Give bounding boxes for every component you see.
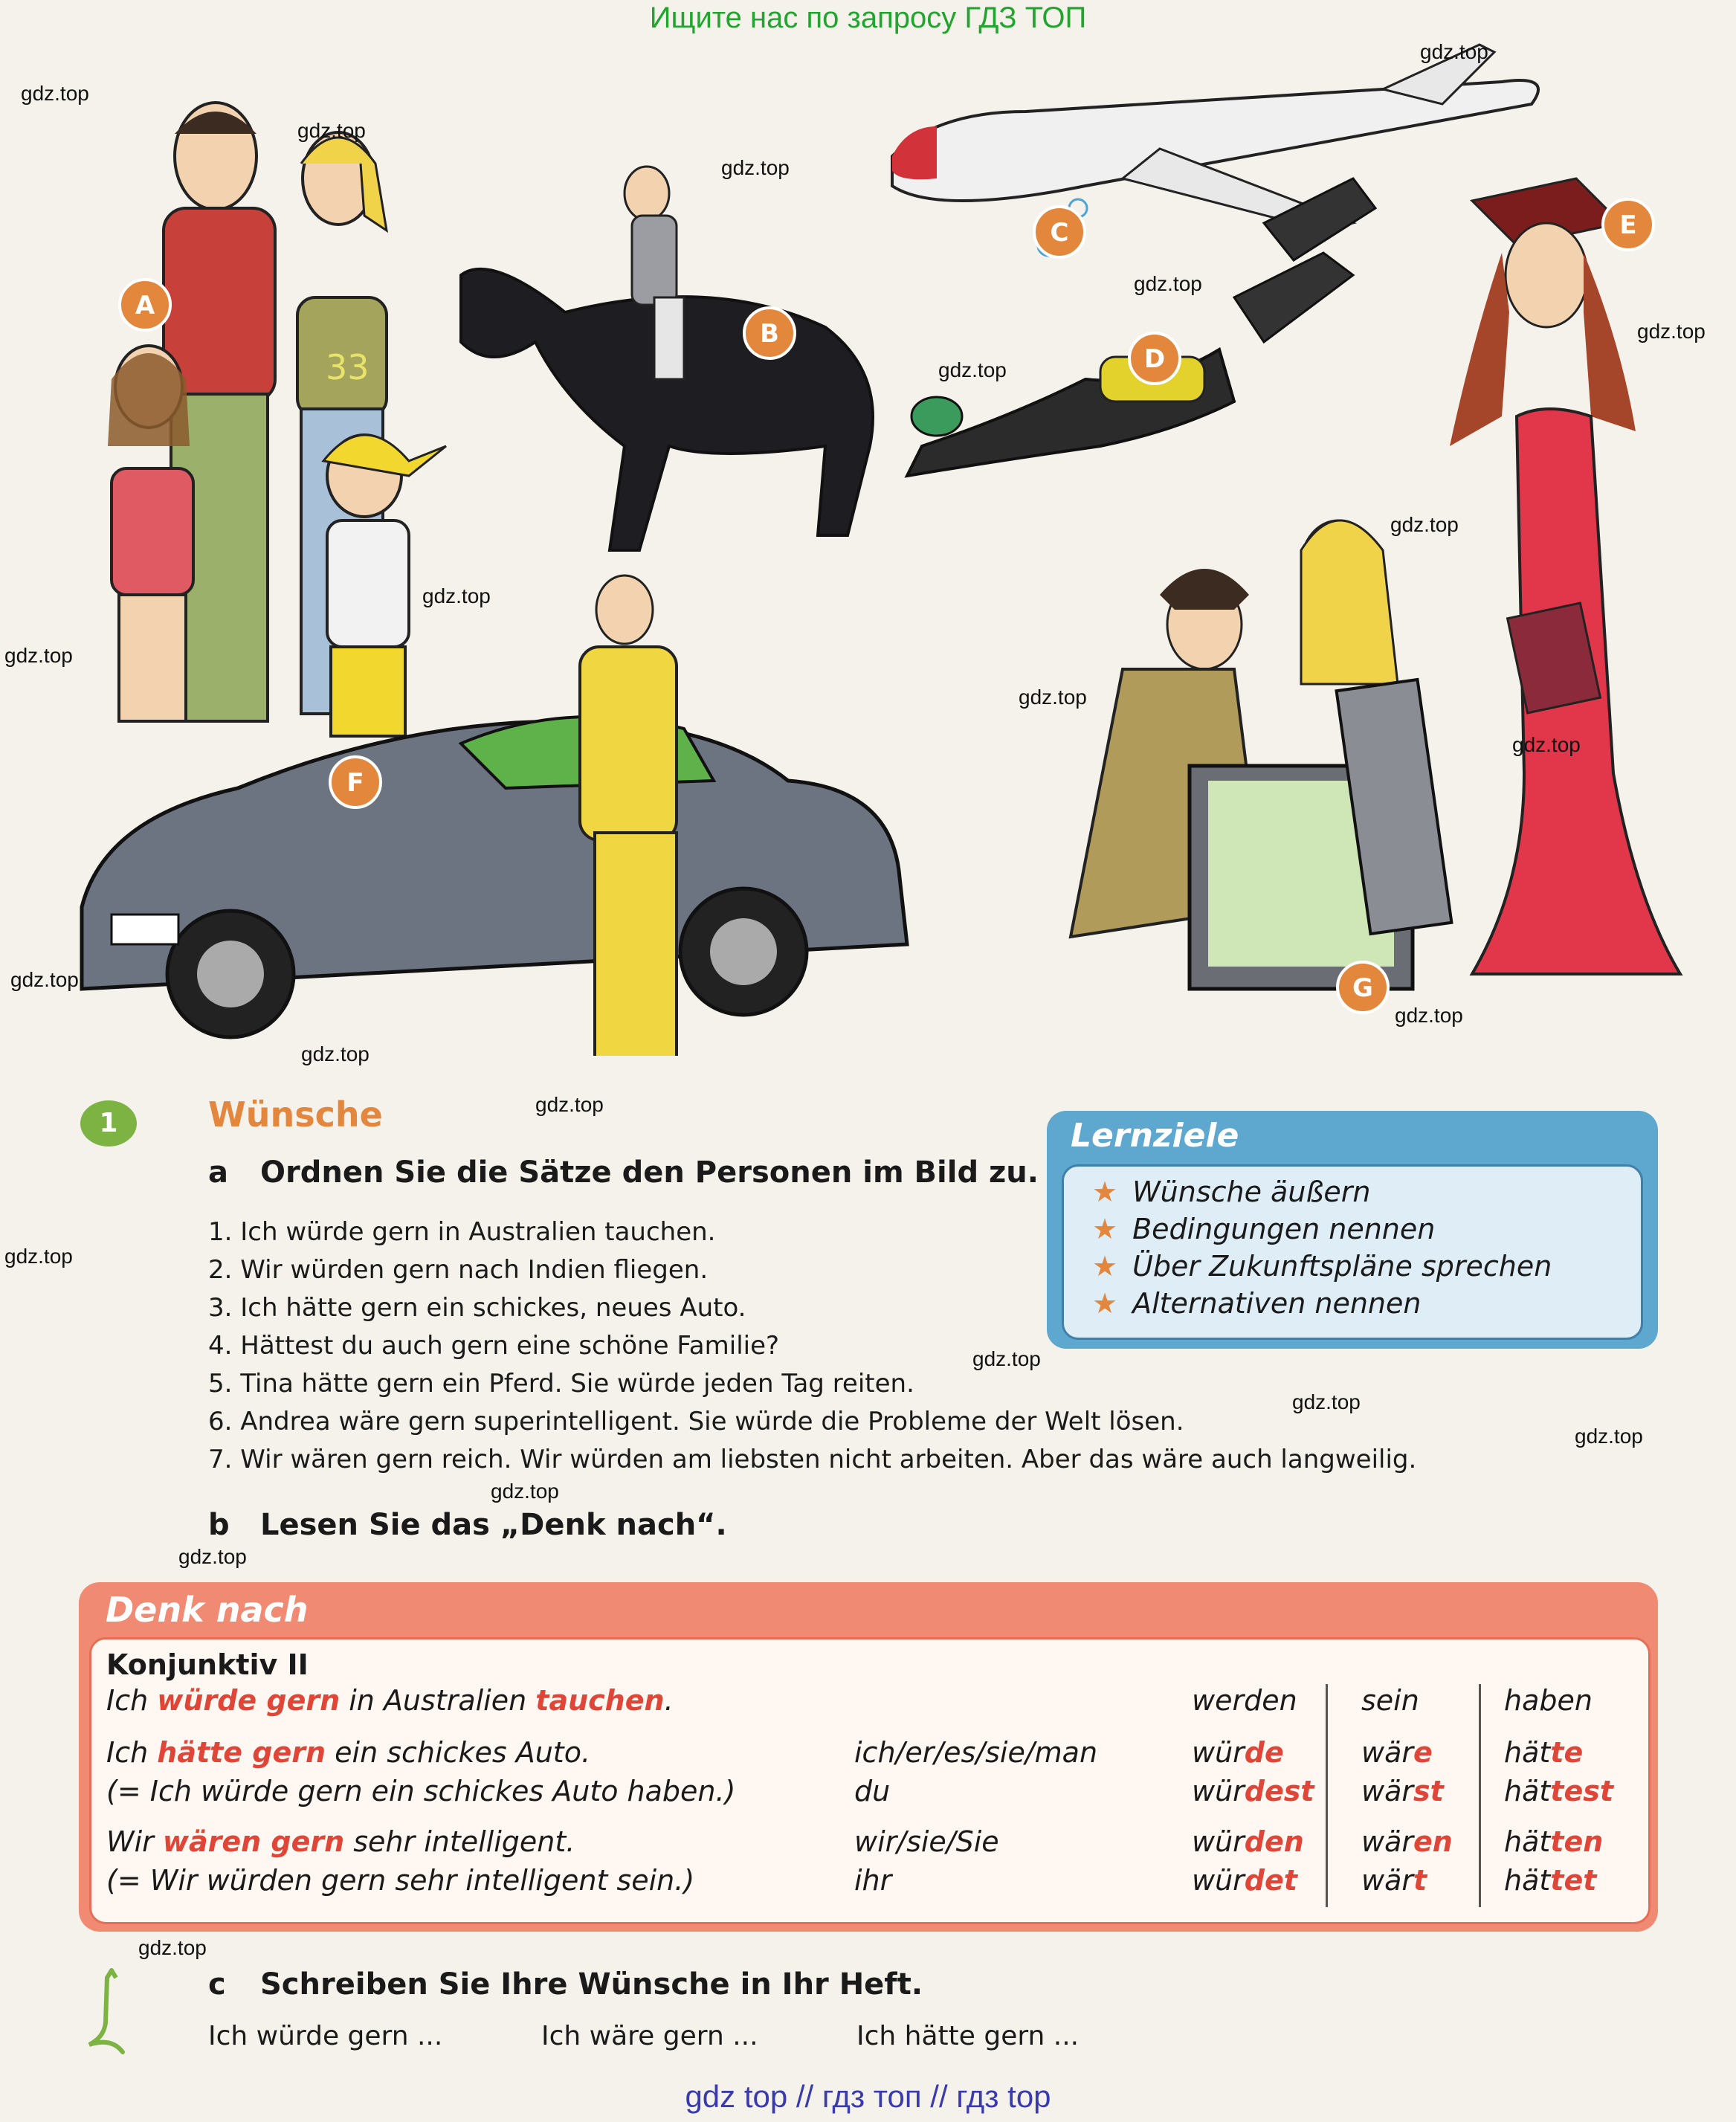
learning-goal-item: ★ Bedingungen nennen (1092, 1213, 1436, 1245)
sentence-item: 6. Andrea wäre gern superintelligent. Sie würde die Probleme der Welt lösen. (208, 1407, 1184, 1436)
verb-form: wärt (1361, 1864, 1427, 1897)
grammar-example-1: Ich würde gern in Australien tauchen. (106, 1684, 674, 1717)
badge-f: F (346, 768, 364, 798)
learning-goals-box (1047, 1111, 1658, 1349)
watermark: gdz.top (422, 584, 491, 607)
watermark: gdz.top (178, 1545, 247, 1568)
learning-goals-list (1062, 1164, 1643, 1340)
watermark: gdz.top (4, 644, 73, 667)
learning-goals-title: Lernziele (1071, 1117, 1239, 1155)
verb-form: würde (1192, 1736, 1284, 1769)
column-divider (1326, 1684, 1328, 1907)
task-b (208, 1508, 727, 1542)
star-icon: ★ (1092, 1250, 1118, 1283)
watermark: gdz.top (1390, 513, 1459, 536)
example-phrase: Ich hätte gern ... (856, 2021, 1080, 2051)
badge-e: E (1619, 210, 1637, 240)
man-yellow-suit (580, 575, 677, 1056)
grammar-box (79, 1582, 1658, 1932)
illustration (45, 30, 1710, 1056)
star-icon: ★ (1092, 1213, 1118, 1245)
section-title: Wünsche (208, 1094, 383, 1135)
sentence-item: 7. Wir wären gern reich. Wir würden am liebsten nicht arbeiten. Aber das wäre auch langweilig. (208, 1445, 1417, 1474)
grammar-example-2: Ich hätte gern ein schickes Auto. (106, 1736, 591, 1769)
airplane (892, 45, 1538, 230)
column-divider (1479, 1684, 1481, 1907)
watermark: gdz.top (10, 968, 79, 991)
star-icon: ★ (1092, 1287, 1118, 1320)
verb-form: wären (1361, 1825, 1453, 1858)
graduate-woman (1450, 178, 1680, 974)
watermark: gdz.top (1134, 272, 1202, 295)
watermark: gdz.top (297, 119, 366, 142)
person-label: wir/sie/Sie (854, 1825, 999, 1858)
watermark: gdz.top (1395, 1004, 1463, 1027)
verb-form: hättet (1504, 1864, 1597, 1897)
badge-b: B (760, 319, 779, 349)
verb-form: wäre (1361, 1736, 1433, 1769)
horse-rider (461, 167, 873, 550)
watermark: gdz.top (1019, 686, 1087, 709)
badge-a: A (135, 291, 155, 320)
verb-header-werden: werden (1192, 1684, 1297, 1717)
verb-form: hätte (1504, 1736, 1584, 1769)
shirt-number: 33 (326, 347, 370, 387)
watermark: gdz.top (1512, 733, 1581, 756)
badge-c: C (1050, 218, 1069, 248)
task-b-text: Lesen Sie das „Denk nach“. (260, 1508, 727, 1542)
task-a-letter: a (208, 1155, 228, 1190)
badge-g: G (1352, 973, 1373, 1003)
task-a-text: Ordnen Sie die Sätze den Personen im Bild zu. (260, 1155, 1039, 1190)
verb-form: wärst (1361, 1775, 1444, 1807)
example-phrase: Ich würde gern ... (208, 2021, 443, 2051)
bottom-banner: gdz top // гдз топ // гдз top (685, 2079, 1051, 2114)
verb-form: hätten (1504, 1825, 1604, 1858)
grammar-example-3: Wir wären gern sehr intelligent. (106, 1825, 575, 1858)
person-label: du (854, 1775, 891, 1807)
verb-form: hättest (1504, 1775, 1614, 1807)
task-a (208, 1155, 1039, 1190)
watermark: gdz.top (21, 82, 89, 105)
verb-form: würdet (1192, 1864, 1297, 1897)
watermark: gdz.top (4, 1245, 73, 1268)
pencil-icon (82, 1963, 134, 2067)
top-banner: Ищите нас по запросу ГДЗ ТОП (649, 1, 1087, 34)
watermark: gdz.top (1575, 1425, 1643, 1448)
grammar-box-title: Denk nach (106, 1590, 309, 1630)
sentence-item: 4. Hättest du auch gern eine schöne Familie? (208, 1331, 780, 1361)
sentence-item: 1. Ich würde gern in Australien tauchen. (208, 1217, 716, 1247)
task-c-text: Schreiben Sie Ihre Wünsche in Ihr Heft. (260, 1967, 923, 2002)
task-b-letter: b (208, 1508, 230, 1542)
example-phrase: Ich wäre gern ... (541, 2021, 758, 2051)
task-c (208, 1967, 923, 2002)
watermark: gdz.top (938, 358, 1007, 381)
sentence-item: 2. Wir würden gern nach Indien fliegen. (208, 1255, 709, 1285)
learning-goal-item: ★ Wünsche äußern (1092, 1176, 1371, 1208)
diver (907, 178, 1375, 476)
watermark: gdz.top (1420, 40, 1488, 63)
grammar-example-2-paraphrase: (= Ich würde gern ein schickes Auto haben.) (106, 1775, 736, 1807)
verb-form: würdest (1192, 1775, 1314, 1807)
watermark: gdz.top (1637, 320, 1706, 343)
grammar-heading: Konjunktiv II (106, 1648, 309, 1681)
watermark: gdz.top (301, 1042, 370, 1065)
learning-goal-item: ★ Über Zukunftspläne sprechen (1092, 1250, 1552, 1283)
watermark: gdz.top (535, 1093, 604, 1116)
exercise-number: 1 (80, 1100, 137, 1147)
person-label: ihr (854, 1864, 892, 1897)
verb-header-sein: sein (1361, 1684, 1419, 1717)
grammar-example-3-paraphrase: (= Wir würden gern sehr intelligent sein.) (106, 1864, 695, 1897)
sentence-item: 5. Tina hätte gern ein Pferd. Sie würde jeden Tag reiten. (208, 1369, 914, 1399)
learning-goal-item: ★ Alternativen nennen (1092, 1287, 1422, 1320)
task-c-letter: c (208, 1967, 226, 2002)
sentence-item: 3. Ich hätte gern ein schickes, neues Auto. (208, 1293, 746, 1323)
watermark: gdz.top (491, 1480, 559, 1503)
badge-d: D (1143, 344, 1166, 374)
watermark: gdz.top (721, 156, 790, 179)
person-label: ich/er/es/sie/man (854, 1736, 1098, 1769)
watermark: gdz.top (138, 1936, 207, 1959)
verb-form: würden (1192, 1825, 1304, 1858)
verb-header-haben: haben (1504, 1684, 1593, 1717)
sports-car (82, 717, 907, 1037)
couple-with-safe (1071, 520, 1451, 989)
watermark: gdz.top (972, 1347, 1041, 1370)
grammar-box-content (89, 1637, 1651, 1924)
family-group (108, 103, 446, 736)
star-icon: ★ (1092, 1176, 1118, 1208)
watermark: gdz.top (1292, 1390, 1361, 1413)
